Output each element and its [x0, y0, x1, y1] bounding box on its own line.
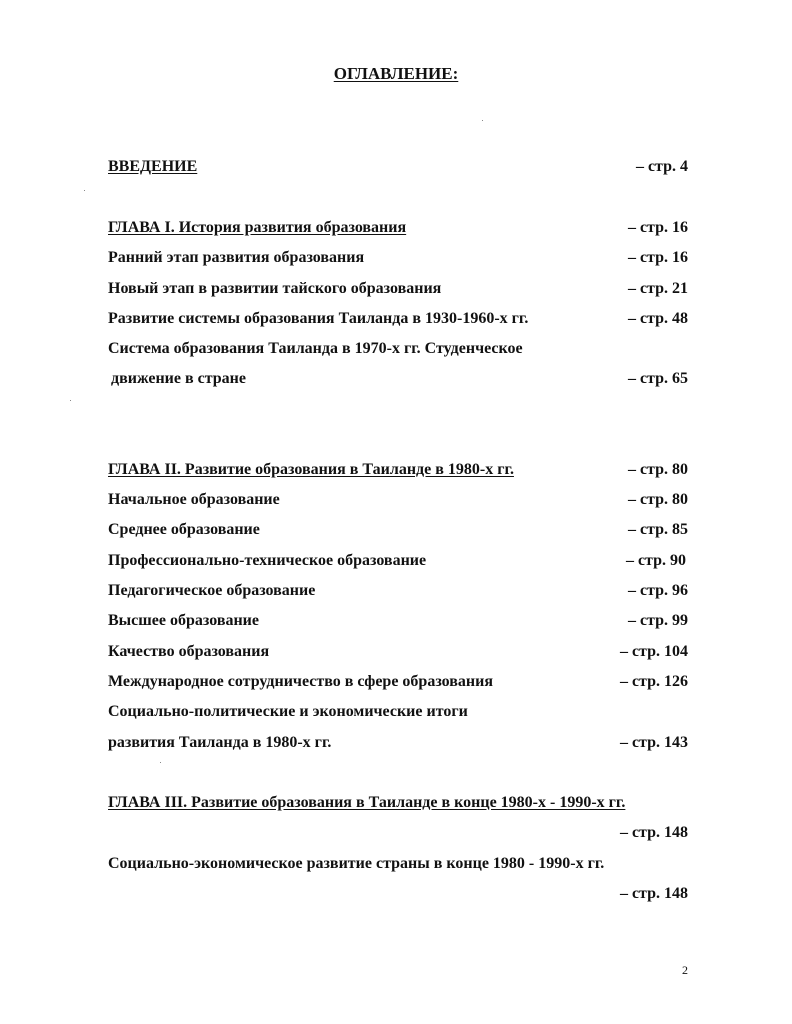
- toc-item-page: – стр. 99: [627, 612, 688, 629]
- scan-speck: [70, 400, 71, 401]
- toc-item-label-line1: Социально-политические и экономические итоги: [108, 703, 468, 720]
- toc-intro-page: – стр. 4: [635, 158, 688, 175]
- toc-item-label: Международное сотрудничество в сфере образования: [108, 673, 493, 690]
- chapter-2-heading: ГЛАВА II. Развитие образования в Таиланде в 1980-х гг.: [108, 461, 514, 478]
- toc-item-page: – стр. 21: [627, 280, 688, 297]
- toc-item-page: – стр. 96: [627, 582, 688, 599]
- toc-intro-label: ВВЕДЕНИЕ: [108, 158, 198, 175]
- toc-item-label-line2: движение в стране: [111, 370, 246, 387]
- toc-item-label-line1: Система образования Таиланда в 1970-х гг. Студенческое: [108, 340, 523, 357]
- toc-item-label: Педагогическое образование: [108, 582, 316, 599]
- toc-item-label: Высшее образование: [108, 612, 259, 629]
- page-number: 2: [682, 963, 688, 977]
- chapter-3-heading-page: – стр. 148: [619, 824, 688, 841]
- scan-speck: [160, 762, 161, 763]
- scan-speck: [84, 190, 85, 191]
- chapter-2-heading-page: – стр. 80: [627, 461, 688, 478]
- toc-item-page: – стр. 143: [619, 734, 688, 751]
- toc-item-page: – стр. 65: [627, 370, 688, 387]
- toc-item-page: – стр. 16: [627, 249, 688, 266]
- toc-item-page: – стр. 80: [627, 491, 688, 508]
- scan-speck: [482, 120, 483, 121]
- toc-item-label: Качество образования: [108, 643, 270, 660]
- toc-item-page: – стр. 148: [619, 885, 688, 902]
- toc-item-label: Профессионально-техническое образование: [108, 552, 427, 569]
- toc-item-label: Начальное образование: [108, 491, 280, 508]
- toc-item-label: Среднее образование: [108, 521, 260, 538]
- chapter-1-heading-page: – стр. 16: [627, 219, 688, 236]
- toc-item-page: – стр. 85: [627, 521, 688, 538]
- toc-item-label-line2: развития Таиланда в 1980-х гг.: [108, 734, 332, 751]
- toc-item-label: Новый этап в развитии тайского образования: [108, 280, 442, 297]
- toc-item-page: – стр. 126: [619, 673, 688, 690]
- chapter-3-heading: ГЛАВА III. Развитие образования в Таиланде в конце 1980-х - 1990-х гг.: [108, 794, 626, 811]
- chapter-1-heading: ГЛАВА I. История развития образования: [108, 219, 407, 236]
- toc-item-page: – стр. 90: [625, 552, 686, 569]
- toc-item-page: – стр. 48: [627, 310, 688, 327]
- toc-item-label: Ранний этап развития образования: [108, 249, 365, 266]
- toc-item-page: – стр. 104: [619, 643, 688, 660]
- toc-item-label: Развитие системы образования Таиланда в 1930-1960-х гг.: [108, 310, 529, 327]
- page-title: ОГЛАВЛЕНИЕ:: [333, 64, 459, 83]
- toc-item-label: Социально-экономическое развитие страны в конце 1980 - 1990-х гг.: [108, 855, 605, 872]
